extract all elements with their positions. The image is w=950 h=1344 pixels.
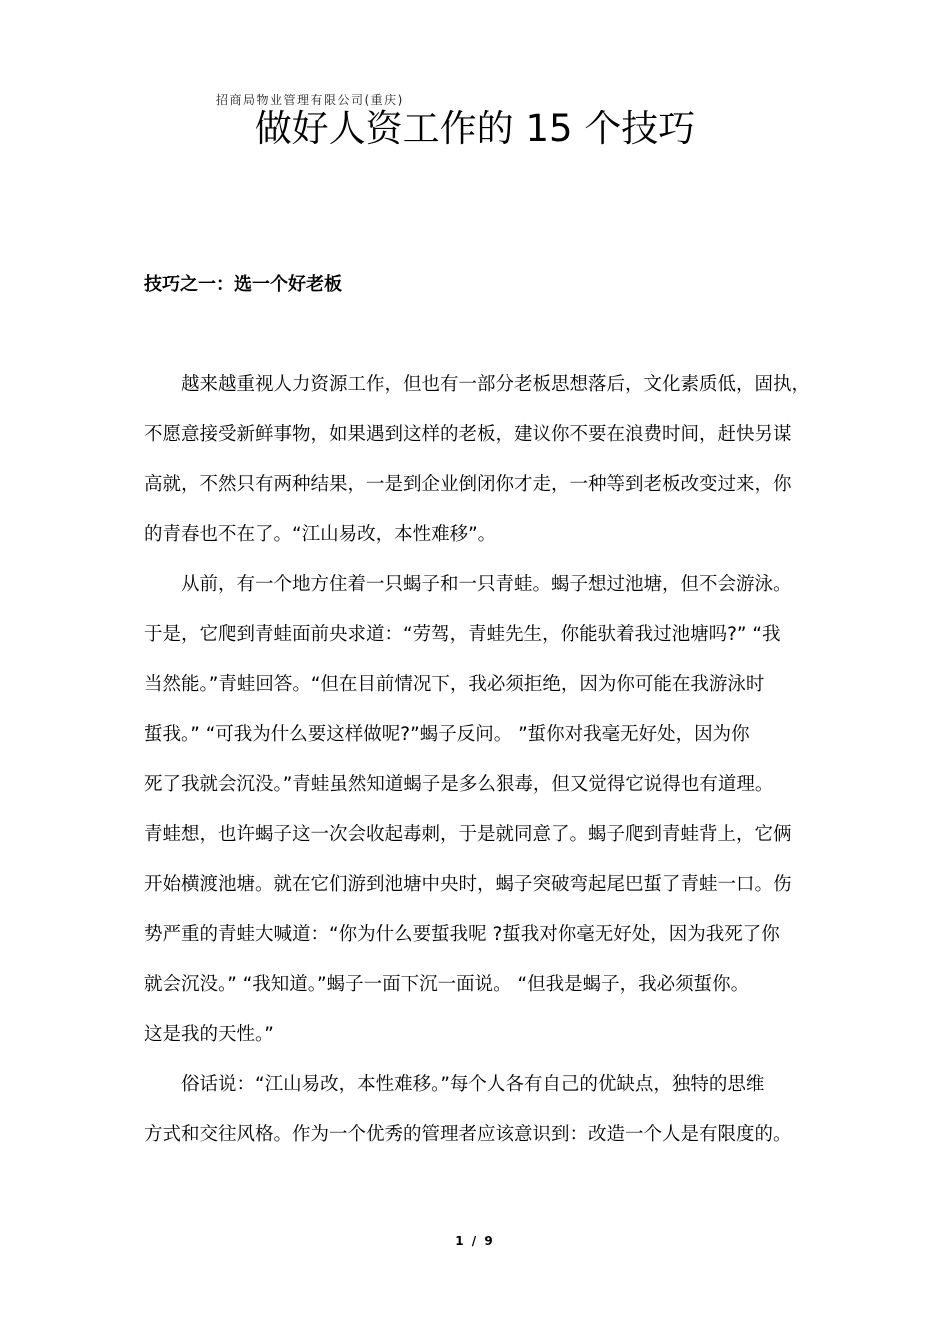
text-line: 于是，它爬到青蛙面前央求道：“劳驾，青蛙先生，你能驮着我过池塘吗?” “我 [144, 624, 781, 645]
text-line: 青蛙想，也许蝎子这一次会收起毒刺，于是就同意了。蝎子爬到青蛙背上，它俩 [144, 824, 792, 845]
text-line: 就会沉没。” “我知道。”蝎子一面下沉一面说。 “但我是蝎子，我必须蜇你。 [144, 974, 750, 995]
text-line: 方式和交往风格。作为一个优秀的管理者应该意识到：改造一个人是有限度的。 [144, 1124, 792, 1145]
text-line: 蜇我。” “可我为什么要这样做呢?”蝎子反问。 ”蜇你对我毫无好处，因为你 [144, 724, 750, 745]
text-line: 的青春也不在了。“江山易改，本性难移”。 [144, 524, 497, 545]
text-line: 开始横渡池塘。就在它们游到池塘中央时，蝎子突破弯起尾巴蜇了青蛙一口。伤 [144, 874, 792, 895]
page-number: 1 / 9 [455, 1234, 495, 1248]
section-heading: 技巧之一：选一个好老板 [144, 274, 342, 295]
text-line: 当然能。”青蛙回答。“但在目前情况下，我必须拒绝，因为你可能在我游泳时 [144, 674, 765, 695]
document-title: 做好人资工作的 15 个技巧 [254, 107, 696, 150]
text-line: 高就，不然只有两种结果，一是到企业倒闭你才走，一种等到老板改变过来，你 [144, 474, 792, 495]
text-line: 不愿意接受新鲜事物，如果遇到这样的老板，建议你不要在浪费时间，赶快另谋 [144, 424, 792, 445]
body-text [144, 369, 814, 1169]
text-line: 死了我就会沉没。”青蛙虽然知道蝎子是多么狠毒，但又觉得它说得也有道理。 [144, 774, 774, 795]
text-line: 从前，有一个地方住着一只蝎子和一只青蛙。蝎子想过池塘，但不会游泳。 [144, 574, 792, 595]
text-line: 越来越重视人力资源工作，但也有一部分老板思想落后，文化素质低，固执， [144, 374, 811, 395]
text-line: 势严重的青蛙大喊道：“你为什么要蜇我呢 ?蜇我对你毫无好处，因为我死了你 [144, 924, 780, 945]
company-header: 招商局物业管理有限公司(重庆) [216, 93, 404, 107]
text-line: 这是我的天性。” [144, 1024, 274, 1045]
text-line: 俗话说：“江山易改，本性难移。”每个人各有自己的优缺点，独特的思维 [144, 1074, 765, 1095]
